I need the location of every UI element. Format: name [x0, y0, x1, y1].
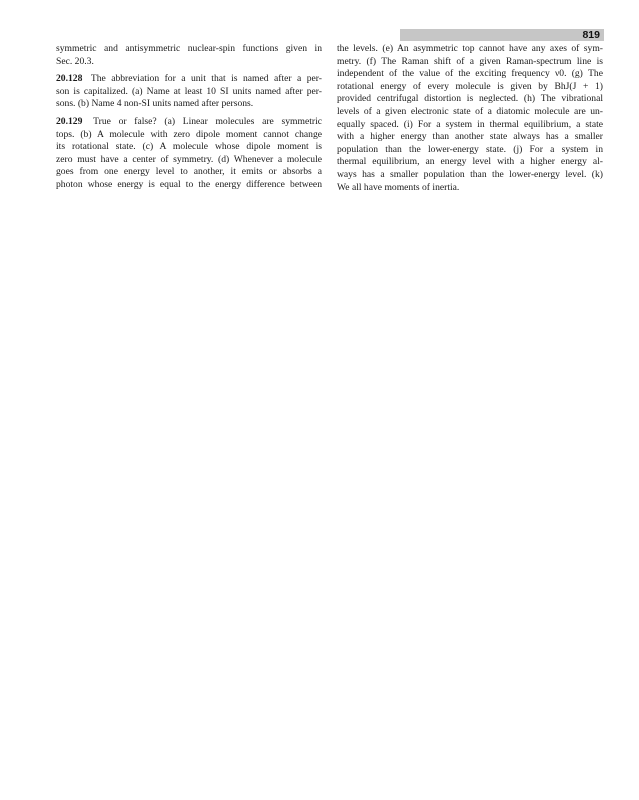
text-line: equally spaced. (i) For a system in thermal equilibrium, a state: [337, 118, 603, 130]
text-line: son is capitalized. (a) Name at least 10 SI units named after per-: [56, 85, 322, 97]
problem-number: 20.128: [56, 73, 83, 85]
text-line: metry. (f) The Raman shift of a given Raman-spectrum line is: [337, 55, 603, 67]
text-line: ways has a smaller population than the lower-energy level. (k): [337, 168, 603, 180]
left-column: [56, 43, 322, 192]
text-line: the levels. (e) An asymmetric top cannot have any axes of sym-: [337, 43, 603, 54]
text-line: We all have moments of inertia.: [337, 181, 460, 193]
text-line: [56, 73, 322, 86]
problem-20-129-continued: [337, 43, 603, 194]
problem-20-129: [56, 116, 322, 192]
text-line: goes from one energy level to another, it emits or absorbs a: [56, 166, 322, 178]
text-line: independent of the value of the exciting frequency ν0. (g) The: [337, 68, 603, 80]
problem-text: True or false? (a) Linear molecules are symmetric: [93, 115, 322, 127]
page-number: 819: [582, 29, 600, 41]
text-line: levels of a given electronic state of a diatomic molecule are un-: [337, 105, 603, 117]
text-line: rotational energy of every molecule is given by BhJ(J + 1): [337, 80, 603, 92]
text-line: with a higher energy than another state always has a smaller: [337, 131, 603, 143]
continued-problem-text: [56, 43, 322, 68]
text-line: its rotational state. (c) A molecule whose dipole moment is: [56, 141, 322, 153]
text-line: tops. (b) A molecule with zero dipole moment cannot change: [56, 128, 322, 140]
text-line: zero must have a center of symmetry. (d) Whenever a molecule: [56, 153, 322, 165]
right-column: [337, 43, 603, 194]
text-line: [56, 116, 322, 129]
text-line: Sec. 20.3.: [56, 55, 94, 67]
text-line: sons. (b) Name 4 non-SI units named after persons.: [56, 98, 254, 110]
problem-20-128: [56, 73, 322, 111]
text-line: symmetric and antisymmetric nuclear-spin functions given in: [56, 43, 322, 54]
text-line: photon whose energy is equal to the energy difference between: [56, 178, 322, 190]
problem-text: The abbreviation for a unit that is named after a per-: [90, 73, 322, 85]
text-line: population than the lower-energy state. (j) For a system in: [337, 143, 603, 155]
text-line: thermal equilibrium, an energy level with a higher energy al-: [337, 156, 603, 168]
problem-number: 20.129: [56, 115, 83, 127]
text-line: provided centrifugal distortion is neglected. (h) The vibrational: [337, 93, 603, 105]
